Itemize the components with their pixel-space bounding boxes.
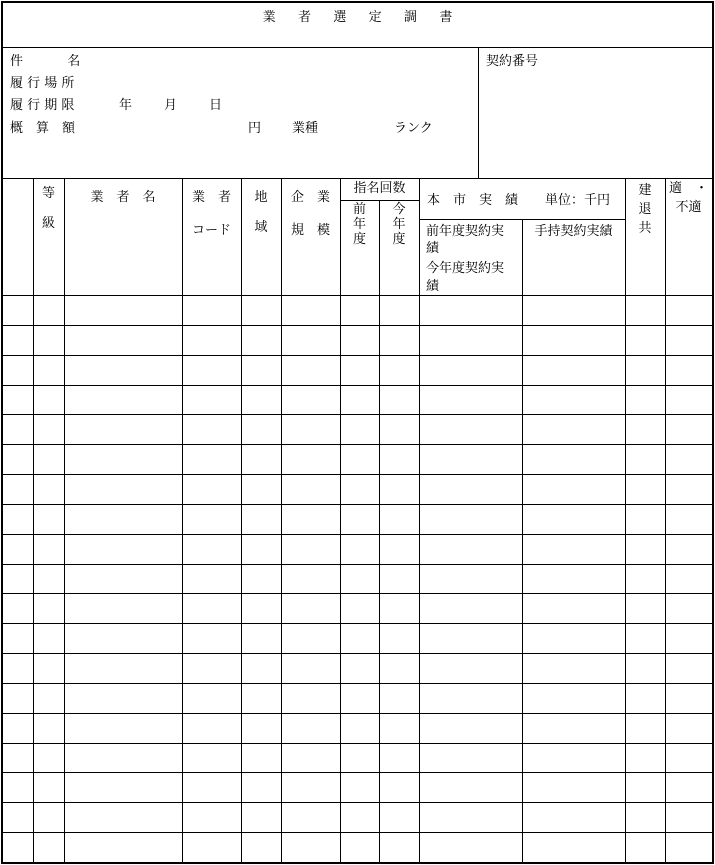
- table-row: [3, 325, 712, 326]
- table-row: [3, 295, 712, 296]
- table-row: [3, 683, 712, 684]
- divider: [522, 219, 523, 295]
- column-line: [182, 178, 183, 862]
- table-row: [3, 713, 712, 714]
- header-this-year-contract: 今年度契約実: [426, 261, 505, 276]
- header-this-year: 今 年 度: [392, 202, 406, 247]
- location-label: 履 行 場 所: [10, 76, 75, 91]
- table-row: [3, 772, 712, 773]
- table-row: [3, 743, 712, 744]
- header-city-results: 本 市 実 績: [427, 193, 519, 208]
- table-row: [3, 623, 712, 624]
- table-row: [3, 385, 712, 386]
- table-row: [3, 474, 712, 475]
- industry-label: 業種: [292, 121, 319, 136]
- table-row: [3, 832, 712, 833]
- estimate-label: 概 算 額: [10, 121, 76, 136]
- header-prev-year: 前 年 度: [352, 202, 366, 247]
- form-title: 業 者 選 定 調 書: [262, 10, 453, 25]
- header-backlog: 手持契約実績: [534, 224, 613, 239]
- divider: [3, 178, 712, 179]
- table-row: [3, 653, 712, 654]
- divider: [3, 47, 712, 48]
- header-region: 地 域: [254, 190, 268, 235]
- vendor-selection-form: [1, 1, 714, 864]
- day-label: 日: [209, 98, 223, 113]
- header-grade: 等 級: [41, 186, 55, 231]
- table-row: [3, 355, 712, 356]
- header-vendor-code-bottom: コード: [191, 223, 231, 238]
- header-prev-year-contract-cont: 績: [426, 241, 440, 256]
- column-line: [522, 295, 523, 862]
- table-row: [3, 564, 712, 565]
- contract-number-label: 契約番号: [486, 54, 539, 69]
- header-suitable-cont: 不適: [675, 200, 702, 215]
- header-unit: 単位：千円: [545, 193, 611, 208]
- column-line: [665, 178, 666, 862]
- header-nomination-count: 指名回数: [353, 181, 406, 196]
- header-kentaikyo: 建 退 共: [638, 183, 652, 236]
- header-vendor-code-top: 業 者: [191, 190, 231, 205]
- yen-label: 円: [248, 121, 262, 136]
- header-scale-top: 企 業: [290, 190, 330, 205]
- column-line: [241, 178, 242, 862]
- header-vendor-name: 業 者 名: [90, 190, 156, 205]
- column-line: [625, 178, 626, 862]
- column-line: [64, 178, 65, 862]
- table-row: [3, 414, 712, 415]
- divider: [379, 200, 380, 295]
- table-row: [3, 504, 712, 505]
- column-line: [33, 178, 34, 862]
- table-row: [3, 444, 712, 445]
- table-row: [3, 593, 712, 594]
- header-suitable: 適 ・: [668, 181, 708, 196]
- header-scale-bottom: 規 模: [290, 223, 330, 238]
- column-line: [340, 178, 341, 862]
- rank-label: ランク: [394, 121, 433, 136]
- divider: [478, 47, 479, 178]
- column-line: [419, 178, 420, 862]
- header-prev-year-contract: 前年度契約実: [426, 224, 505, 239]
- month-label: 月: [164, 98, 178, 113]
- project-name-label: 件 名: [10, 54, 82, 69]
- column-line: [379, 295, 380, 862]
- header-this-year-contract-cont: 績: [426, 279, 440, 294]
- deadline-label: 履 行 期 限: [10, 98, 75, 113]
- column-line: [281, 178, 282, 862]
- table-row: [3, 534, 712, 535]
- year-label: 年: [119, 98, 133, 113]
- table-row: [3, 802, 712, 803]
